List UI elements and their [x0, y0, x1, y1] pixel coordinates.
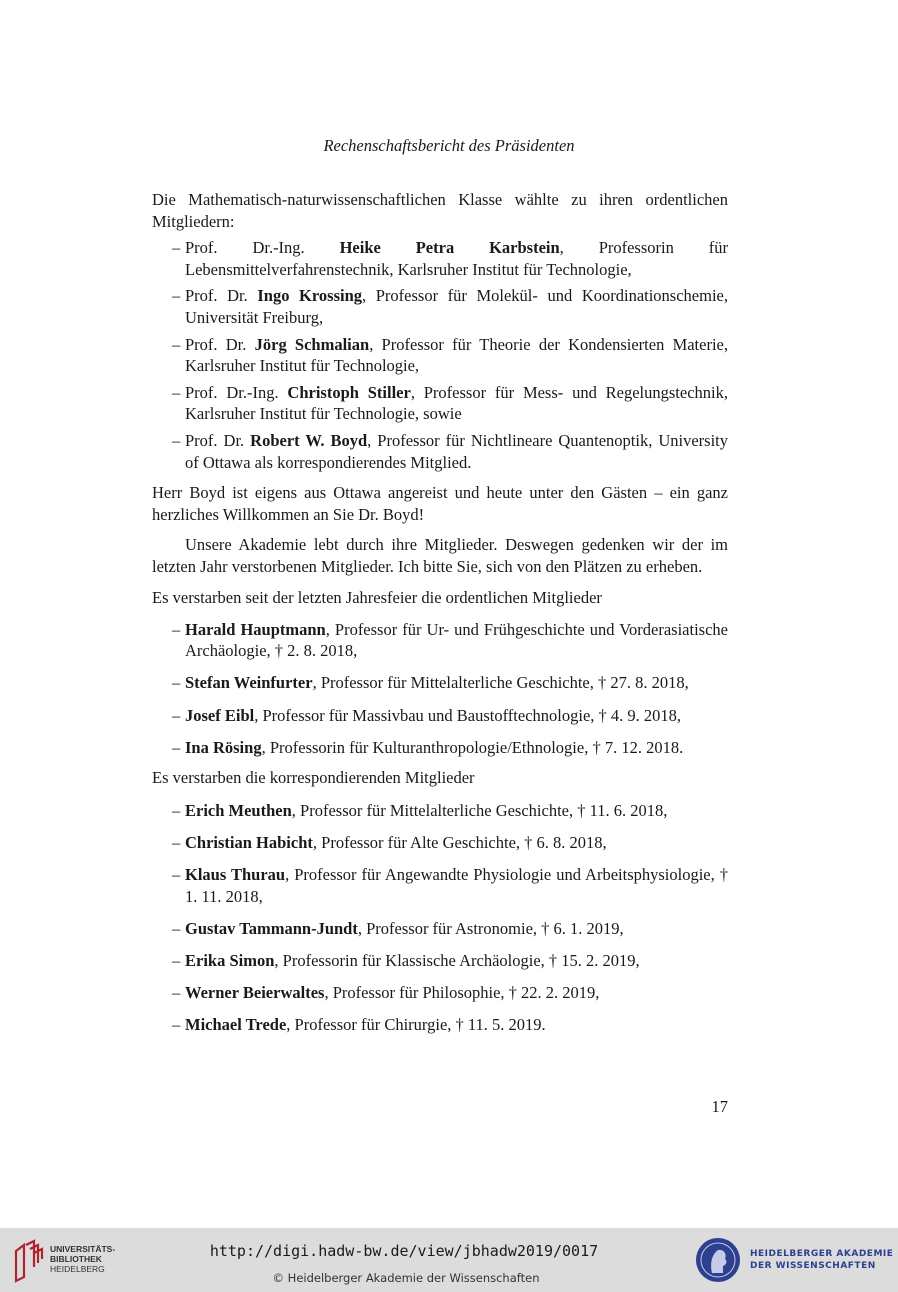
list-item: – Michael Trede, Professor für Chirurgie, † 11. 5. 2019. [152, 1014, 728, 1036]
member-name: Werner Beierwaltes [185, 983, 325, 1003]
list-item: – Josef Eibl, Professor für Massivbau und Baustofftechnologie, † 4. 9. 2018, [152, 705, 728, 727]
list-item: – Gustav Tammann-Jundt, Professor für Astronomie, † 6. 1. 2019, [152, 918, 728, 940]
member-name: Josef Eibl [185, 705, 255, 725]
copyright-notice: © Heidelberger Akademie der Wissenschaften [272, 1271, 540, 1285]
member-name: Erika Simon [185, 950, 275, 970]
list-item: – Prof. Dr. Robert W. Boyd, Professor für Nichtlineare Quantenoptik, University of Ottawa als korrespondierendes Mitglied. [152, 430, 728, 473]
member-name: Ina Rösing [185, 737, 262, 757]
list-item: – Klaus Thurau, Professor für Angewandte Physiologie und Arbeitsphysiologie, † 1. 11. 2018, [152, 864, 728, 907]
list-item: – Prof. Dr.-Ing. Heike Petra Karbstein, Professorin für Lebensmittelverfahrenstechnik, Karlsruher Institut für Technologie, [152, 237, 728, 280]
member-name: Stefan Weinfurter [185, 673, 313, 693]
list-item: – Stefan Weinfurter, Professor für Mittelalterliche Geschichte, † 27. 8. 2018, [152, 672, 728, 694]
list-item: – Prof. Dr.-Ing. Christoph Stiller, Professor für Mess- und Regelungstechnik, Karlsruher Institut für Technologie, sowie [152, 382, 728, 425]
list-item: – Harald Hauptmann, Professor für Ur- und Frühgeschichte und Vorderasiatische Archäologie, † 2. 8. 2018, [152, 619, 728, 662]
member-name: Gustav Tammann-Jundt [185, 918, 358, 938]
member-name: Klaus Thurau [185, 865, 286, 884]
permalink-url[interactable]: http://digi.hadw-bw.de/view/jbhadw2019/0017 [209, 1242, 599, 1260]
list-item: – Prof. Dr. Jörg Schmalian, Professor für Theorie der Kondensierten Materie, Karlsruher Institut für Technologie, [152, 334, 728, 377]
page-body [152, 189, 728, 1036]
member-name: Jörg Schmalian [254, 334, 370, 354]
academy-name: HEIDELBERGER AKADEMIE DER WISSENSCHAFTEN [750, 1249, 894, 1271]
list-item: – Prof. Dr. Ingo Krossing, Professor für Molekül- und Koordinationschemie, Universität Freiburg, [152, 285, 728, 328]
member-name: Heike Petra Karbstein [339, 238, 560, 258]
deceased-corr-list [152, 800, 728, 1036]
list-item: – Ina Rösing, Professorin für Kulturanthropologie/Ethnologie, † 7. 12. 2018. [152, 737, 728, 759]
welcome-paragraph: Herr Boyd ist eigens aus Ottawa angereist und heute unter den Gästen – ein ganz herzliches Willkommen an Sie Dr. Boyd! [152, 483, 728, 524]
footer-bar [0, 1228, 898, 1292]
academy-seal-icon[interactable] [694, 1235, 742, 1285]
member-name: Robert W. Boyd [250, 430, 368, 450]
member-name: Christian Habicht [185, 832, 313, 852]
deceased-full-intro: Es verstarben seit der letzten Jahresfeier die ordentlichen Mitglieder [152, 587, 602, 607]
member-name: Michael Trede [185, 1015, 287, 1035]
list-item: – Werner Beierwaltes, Professor für Philosophie, † 22. 2. 2019, [152, 982, 728, 1004]
member-name: Christoph Stiller [287, 382, 411, 402]
deceased-full-list [152, 619, 728, 759]
list-item: – Erika Simon, Professorin für Klassische Archäologie, † 15. 2. 2019, [152, 950, 728, 972]
member-name: Erich Meuthen [185, 800, 292, 820]
deceased-corr-intro: Es verstarben die korrespondierenden Mitglieder [152, 768, 475, 788]
running-header: Rechenschaftsbericht des Präsidenten [323, 136, 575, 155]
new-members-list [152, 237, 728, 473]
intro-paragraph: Die Mathematisch-naturwissenschaftlichen Klasse wählte zu ihren ordentlichen Mitgliedern: [152, 190, 728, 231]
memorial-paragraph: Unsere Akademie lebt durch ihre Mitglieder. Deswegen gedenken wir der im letzten Jahr verstorbenen Mitglieder. Ich bitte Sie, sich von den Plätzen zu erheben. [152, 535, 728, 576]
library-name: UNIVERSITÄTS- BIBLIOTHEK HEIDELBERG [50, 1244, 116, 1274]
member-name: Harald Hauptmann [185, 619, 326, 639]
member-name: Ingo Krossing [257, 286, 363, 306]
list-item: – Christian Habicht, Professor für Alte Geschichte, † 6. 8. 2018, [152, 832, 728, 854]
list-item: – Erich Meuthen, Professor für Mittelalterliche Geschichte, † 11. 6. 2018, [152, 800, 728, 822]
page-number: 17 [711, 1097, 728, 1116]
